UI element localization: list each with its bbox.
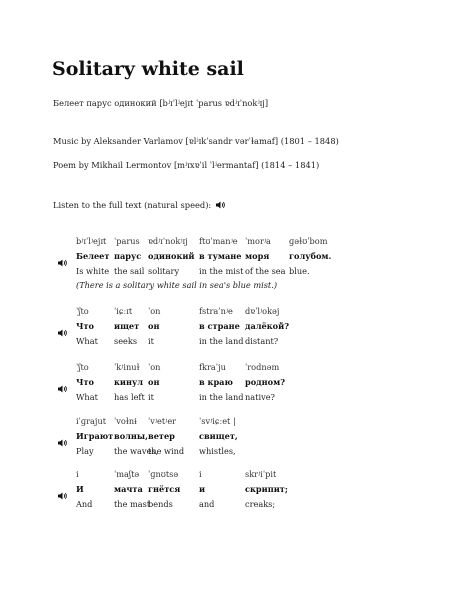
en-word: solitary: [148, 266, 180, 276]
ipa-word: i: [76, 469, 79, 479]
ru-word: мачта: [114, 484, 143, 494]
en-word: in the land: [199, 336, 244, 346]
ru-word: ищет: [114, 321, 140, 331]
ru-word: моря: [245, 251, 270, 261]
ipa-word: ftʊˈmanʲe: [199, 236, 238, 246]
ipa-word: ˈon: [148, 362, 161, 372]
ipa-word: skrʲiˈpit: [245, 469, 277, 479]
ipa-word: ˈsvʲiɕːet |: [199, 416, 236, 426]
ru-word: в краю: [199, 377, 233, 387]
ru-word: Белеет: [76, 251, 110, 261]
en-word: blue.: [289, 266, 310, 276]
en-word: in the mist: [199, 266, 244, 276]
ru-word: парус: [114, 251, 142, 261]
ru-word: голубом.: [289, 251, 332, 261]
en-word: it: [148, 336, 154, 346]
ru-word: Что: [76, 377, 95, 387]
ipa-word: ˈrodnəm: [245, 362, 280, 372]
ipa-word: ˈiɕːɪt: [114, 306, 133, 316]
en-word: What: [76, 336, 98, 346]
ipa-word: i: [199, 469, 202, 479]
en-word: Play: [76, 446, 94, 456]
ru-word: ветер: [148, 431, 175, 441]
ipa-word: bʲɪˈlʲejɪt: [76, 236, 107, 246]
en-word: the sail: [114, 266, 145, 276]
ipa-word: ˈvʲetʲer: [148, 416, 177, 426]
ru-word: он: [148, 377, 160, 387]
en-word: seeks: [114, 336, 138, 346]
en-word: Is white: [76, 266, 110, 276]
ru-word: скрипит;: [245, 484, 288, 494]
ru-word: в тумане: [199, 251, 242, 261]
en-word: of the sea: [245, 266, 286, 276]
en-word: the wind: [148, 446, 185, 456]
ipa-word: ɐdʲɪˈnokʲɪj: [148, 236, 188, 246]
ru-word: он: [148, 321, 160, 331]
ru-word: кинул: [114, 377, 143, 387]
en-word: and: [199, 499, 215, 509]
en-word: has left: [114, 392, 145, 402]
en-word: in the land: [199, 392, 244, 402]
en-word: distant?: [245, 336, 279, 346]
ipa-word: ˈʃto: [76, 306, 89, 316]
ru-word: гнётся: [148, 484, 181, 494]
en-word: it: [148, 392, 154, 402]
ipa-word: fstraˈnʲe: [199, 306, 233, 316]
ru-word: родном?: [245, 377, 286, 387]
ipa-word: ˈon: [148, 306, 161, 316]
speaker-icon[interactable]: [216, 201, 225, 209]
ru-word: свищет,: [199, 431, 238, 441]
russian-title-line: Белеет парус одинокий [bʲɪˈlʲejɪt ˈparus ɐdʲɪˈnokʲɪj]: [53, 98, 269, 108]
speaker-icon[interactable]: [58, 322, 67, 341]
ru-word: Что: [76, 321, 95, 331]
en-word: whistles,: [199, 446, 236, 456]
ru-word: одинокий: [148, 251, 195, 261]
ipa-word: ˈkʲinuɫ: [114, 362, 140, 372]
page-title: Solitary white sail: [52, 58, 244, 80]
ru-word: Играют: [76, 431, 114, 441]
listen-label: Listen to the full text (natural speed):: [53, 200, 212, 210]
en-word: And: [76, 499, 93, 509]
en-word: native?: [245, 392, 275, 402]
speaker-icon[interactable]: [58, 378, 67, 397]
ru-word: далёкой?: [245, 321, 289, 331]
ipa-word: ˈvoɫnɨ: [114, 416, 137, 426]
ipa-word: ˈmaʃtə: [114, 469, 140, 479]
ru-word: в стране: [199, 321, 240, 331]
ipa-word: iˈɡrajut: [76, 416, 107, 426]
speaker-icon[interactable]: [58, 252, 67, 271]
poem-credit: Poem by Mikhail Lermontov [mʲɪxɐˈil ˈlʲermantaf] (1814 – 1841): [53, 160, 320, 170]
en-word: creaks;: [245, 499, 276, 509]
ipa-word: ˈʃto: [76, 362, 89, 372]
ipa-word: dɐˈlʲokəj: [245, 306, 280, 316]
ru-word: и: [199, 484, 206, 494]
speaker-icon[interactable]: [58, 485, 67, 504]
ipa-word: ˈparus: [114, 236, 140, 246]
ipa-word: ˈɡnʊtsə: [148, 469, 179, 479]
music-credit: Music by Aleksander Varlamov [ɐlʲɪkˈsandr vərˈɫamaf] (1801 – 1848): [53, 136, 339, 146]
ru-word: волны,: [114, 431, 148, 441]
ipa-word: fkraˈju: [199, 362, 226, 372]
translation-note: (There is a solitary white sail in sea's blue mist.): [76, 280, 278, 290]
speaker-icon[interactable]: [58, 432, 67, 451]
en-word: the waves,: [114, 446, 159, 456]
en-word: What: [76, 392, 98, 402]
ipa-word: ɡəɫʊˈbom: [289, 236, 328, 246]
ipa-word: ˈmorʲa: [245, 236, 271, 246]
listen-full-text: [53, 200, 225, 210]
en-word: the mast: [114, 499, 151, 509]
en-word: bends: [148, 499, 173, 509]
ru-word: И: [76, 484, 84, 494]
